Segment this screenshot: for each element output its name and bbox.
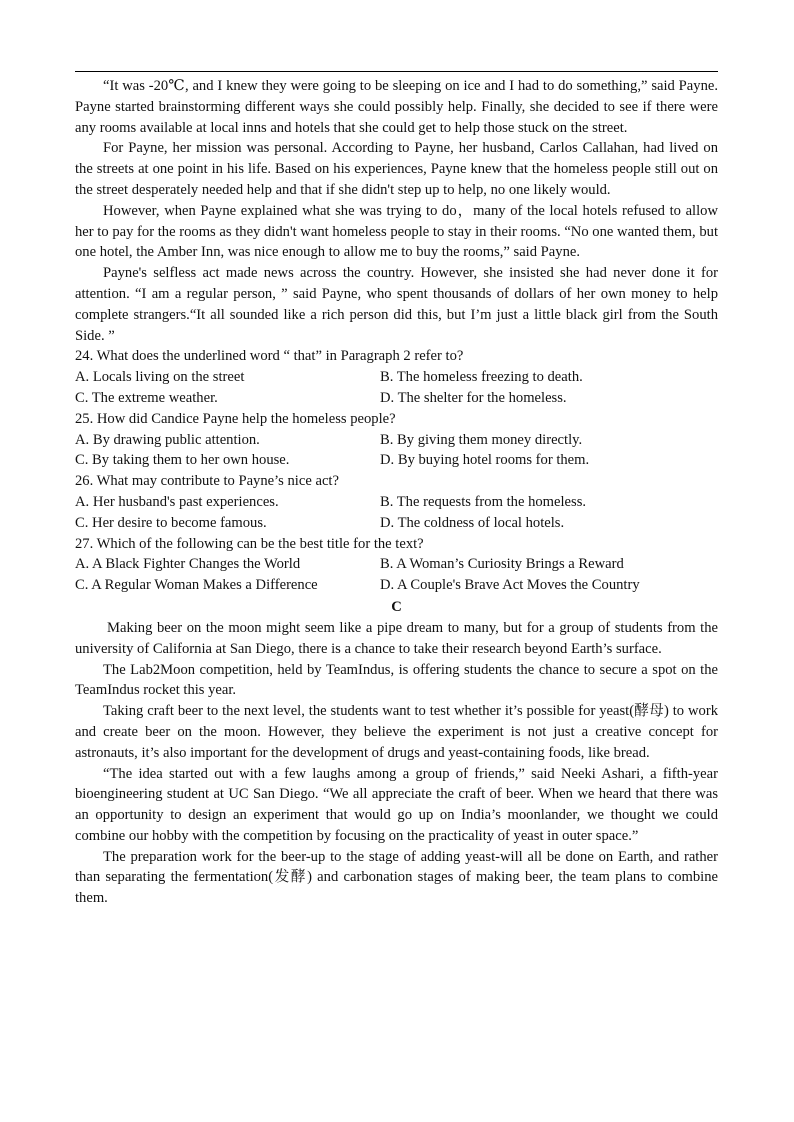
question-24-options (75, 388, 718, 409)
option-d: D. A Couple's Brave Act Moves the Country (380, 577, 640, 594)
option-b: B. By giving them money directly. (380, 431, 583, 448)
passage-b-paragraph: However, when Payne explained what she was trying to do，many of the local hotels refused to allow her to pay for the rooms as they didn't want homeless people to stay in their rooms. “No one wanted them, but one hotel, the Amber Inn, was nice enough to allow me to buy the rooms,” said Payne. (75, 202, 718, 261)
exam-page (75, 76, 718, 909)
question-26-stem: 26. What may contribute to Payne’s nice act? (75, 473, 339, 490)
option-d: D. The coldness of local hotels. (380, 514, 565, 531)
option-c: C. Her desire to become famous. (75, 514, 267, 531)
option-b: B. The homeless freezing to death. (380, 369, 583, 386)
header-rule (75, 71, 718, 72)
option-a: A. A Black Fighter Changes the World (75, 556, 301, 573)
option-c: C. By taking them to her own house. (75, 452, 290, 469)
passage-b-paragraph: “It was -20℃, and I knew they were going to be sleeping on ice and I had to do something,” said Payne. Payne started brainstorming different ways she could possibly help. Finally, she decided to see if there were any rooms available at local inns and hotels that she could get to help those stuck on the street. (75, 78, 718, 136)
question-27-options (75, 575, 718, 596)
question-24-options (75, 367, 718, 388)
passage-c-paragraph: Making beer on the moon might seem like a pipe dream to many, but for a group of students from the university of California at San Diego, there is a chance to take their research beyond Earth’s surface. (75, 619, 718, 657)
question-26-options (75, 513, 718, 534)
question-25-options (75, 430, 718, 451)
option-d: D. By buying hotel rooms for them. (380, 452, 590, 469)
option-a: A. Locals living on the street (75, 369, 245, 386)
option-c: C. A Regular Woman Makes a Difference (75, 577, 318, 594)
option-c: C. The extreme weather. (75, 389, 218, 406)
passage-b-paragraph: For Payne, her mission was personal. According to Payne, her husband, Carlos Callahan, had lived on the streets at one point in his life. Based on his experiences, Payne knew that the homeless people still out on the street desperately needed help and that if she didn't step up to help, no one likely would. (75, 140, 718, 198)
passage-c-paragraph: The preparation work for the beer-up to the stage of adding yeast-will all be done on Earth, and rather than separating the fermentation(发酵) and carbonation stages of making beer, the team plans to combine them. (75, 848, 718, 907)
option-d: D. The shelter for the homeless. (380, 389, 567, 406)
passage-c-paragraph: The Lab2Moon competition, held by TeamIndus, is offering students the chance to secure a spot on the TeamIndus rocket this year. (75, 661, 718, 699)
passage-b-paragraph: Payne's selfless act made news across the country. However, she insisted she had never done it for attention. “I am a regular person, ” said Payne, who spent thousands of dollars of her own money to help complete strangers.“It all sounded like a rich person did this, but I’m just a little black girl from the South Side. ” (75, 265, 718, 344)
question-27-options (75, 554, 718, 575)
passage-c-paragraph: “The idea started out with a few laughs among a group of friends,” said Neeki Ashari, a fifth-year bioengineering student at UC San Diego. “We all appreciate the craft of beer. When we heard that there was an opportunity to design an experiment that would go up on India’s moonlander, we thought we could combine our hobby with the competition by focusing on the practicality of yeast in outer space.” (75, 765, 718, 844)
option-a: A. Her husband's past experiences. (75, 493, 279, 510)
question-25-options (75, 450, 718, 471)
option-a: A. By drawing public attention. (75, 431, 260, 448)
option-b: B. A Woman’s Curiosity Brings a Reward (380, 556, 624, 573)
question-24-stem: 24. What does the underlined word “ that” in Paragraph 2 refer to? (75, 348, 464, 365)
passage-c-paragraph: Taking craft beer to the next level, the students want to test whether it’s possible for yeast(酵母) to work and create beer on the moon. However, they believe the experiment is not just a creative concept for astronauts, it’s also important for the development of drugs and yeast-containing foods, like bread. (75, 703, 718, 761)
section-c-heading: C (391, 598, 402, 615)
question-25-stem: 25. How did Candice Payne help the homeless people? (75, 410, 396, 427)
question-26-options (75, 492, 718, 513)
option-b: B. The requests from the homeless. (380, 493, 587, 510)
question-27-stem: 27. Which of the following can be the best title for the text? (75, 535, 424, 552)
